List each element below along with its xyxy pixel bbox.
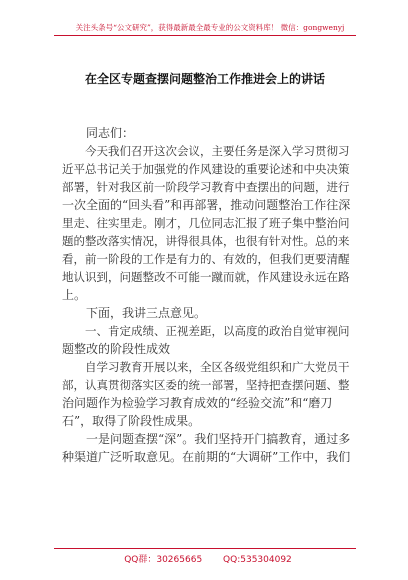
body-line: 治问题作为检验学习教育成效的“经验交流”和“磨刀 [62, 396, 333, 410]
body-line: 题的整改落实情况，讲得很具体，也很有针对性。总的来 [62, 234, 350, 248]
document-title: 在全区专题查摆问题整治工作推进会上的讲话 [84, 72, 325, 86]
body-line: 上。 [62, 288, 87, 302]
body-line: 今天我们召开这次会议，主要任务是深入学习贯彻习 [62, 144, 350, 158]
body-line: 下面，我讲三点意见。 [62, 306, 207, 320]
body-line: 部署，针对我区前一阶段学习教育中查摆出的问题，进行 [62, 180, 350, 194]
body-line: 石”，取得了阶段性成果。 [62, 414, 201, 428]
document-body [62, 124, 350, 466]
body-line: 里走、往实里走。刚才，几位同志汇报了班子集中整治问 [62, 216, 350, 230]
footer [60, 552, 356, 565]
body-line: 一次全面的“回头看”和再部署，推动问题整治工作往深 [62, 198, 351, 212]
footer-rule [54, 548, 356, 549]
body-line: 近平总书记关于加强党的作风建设的重要论述和中央决策 [62, 162, 350, 176]
header-rule [54, 35, 356, 36]
body-line: 自学习教育开展以来，全区各级党组织和广大党员干 [62, 360, 350, 374]
footer-qq: QQ:535304092 [223, 555, 292, 565]
body-line: 种渠道广泛听取意见。在前期的“大调研”工作中，我们 [62, 450, 351, 464]
body-line: 看，前一阶段的工作是有力的、有效的，但我们更要清醒 [62, 252, 350, 266]
body-line: 部，认真贯彻落实区委的统一部署，坚持把查摆问题、整 [62, 378, 350, 392]
body-line: 题整改的阶段性成效 [62, 342, 171, 356]
header-banner: 关注头条号“公文研究”，获得最新最全最专业的公文资料库！ 微信：gongwenyj [75, 23, 345, 32]
body-line: 一是问题查摆“深”。我们坚持开门搞教育，通过多 [62, 432, 351, 446]
footer-qq-group: QQ群：30265665 [124, 555, 203, 565]
body-line: 同志们： [62, 126, 135, 140]
body-line: 一、肯定成绩、正视差距，以高度的政治自觉审视问 [62, 324, 350, 338]
body-line: 地认识到，问题整改不可能一蹴而就，作风建设永远在路 [62, 270, 350, 284]
